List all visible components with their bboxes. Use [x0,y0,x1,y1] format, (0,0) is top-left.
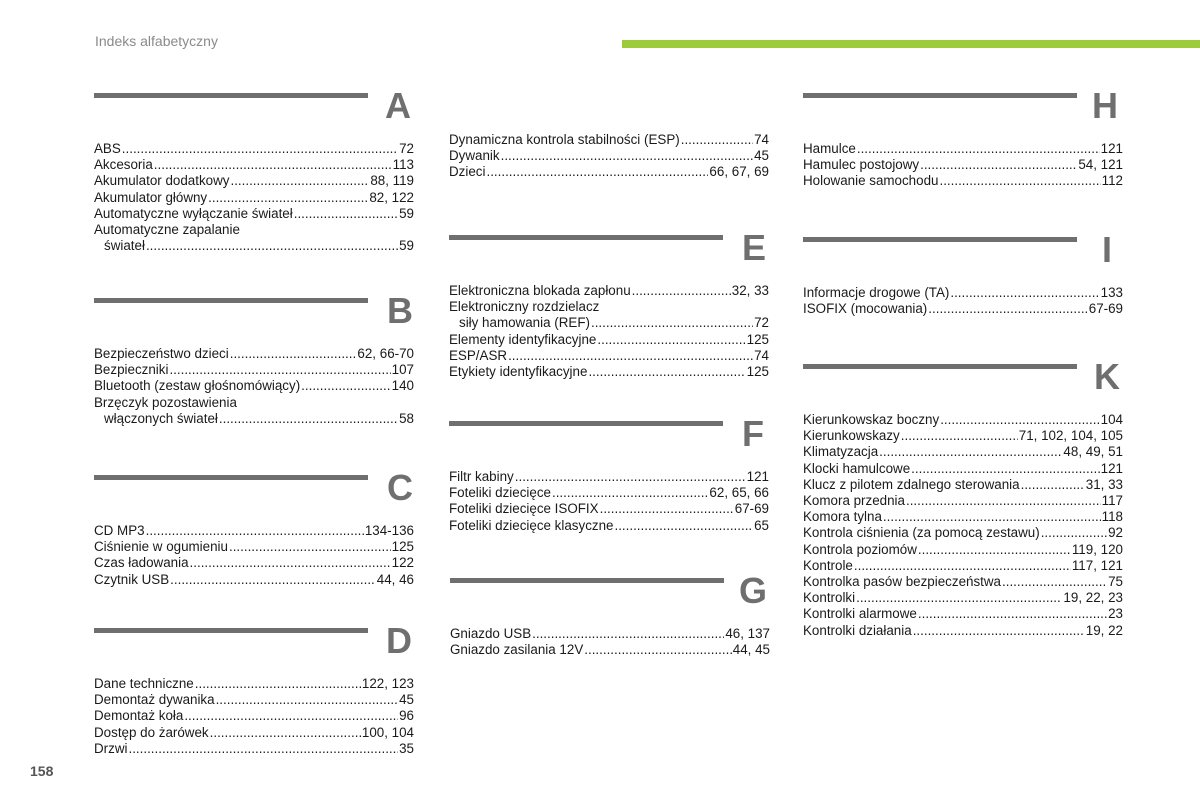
section-letter: G [739,570,768,611]
section-letter: F [742,413,764,454]
index-entry [449,364,769,380]
index-term: Gniazdo zasilania 12V [450,642,584,658]
index-entry [94,157,414,173]
index-term: Kontrolki działania [803,622,912,638]
index-term: Kontrolki alarmowe [803,606,917,622]
index-term: Ciśnienie w ogumieniu [94,539,228,555]
index-entry [803,574,1123,590]
index-pages: 112 [1101,173,1123,189]
section-letter: D [386,620,412,661]
index-pages: 44, 45 [732,642,770,658]
index-entry [94,141,414,157]
index-entry [449,485,769,501]
dot-leader [588,364,745,380]
index-entry [803,461,1123,477]
index-entry [449,315,769,331]
dot-leader [552,485,708,501]
index-term: Kontrolki [803,590,856,606]
dot-leader [154,157,392,173]
index-section-d [94,620,414,757]
index-entry [803,606,1123,622]
index-pages: 58 [399,410,414,426]
index-pages: 71, 102, 104, 105 [1018,428,1123,444]
section-letter: B [387,290,413,331]
dot-leader [146,523,364,539]
dot-leader [1002,574,1107,590]
page-header-title: Indeks alfabetyczny [95,33,218,49]
index-entry [94,411,414,427]
index-pages: 74 [754,347,769,363]
index-pages: 82, 122 [369,189,414,205]
index-entry [449,299,769,315]
dot-leader [170,572,376,588]
index-section-b [94,290,414,427]
index-entry [803,509,1123,525]
index-pages: 92 [1108,525,1123,541]
index-pages: 119, 120 [1071,541,1123,557]
index-entry [94,555,414,571]
index-term: Bezpieczeństwo dzieci [94,346,229,361]
index-pages: 75 [1108,574,1123,590]
index-term: Kontrolka pasów bezpieczeństwa [803,574,1001,590]
index-entry [803,525,1123,541]
index-entry [449,501,769,517]
index-entry [803,285,1123,301]
index-entry [449,132,769,148]
index-entry [94,523,414,539]
dot-leader [879,444,1062,460]
index-term: siły hamowania (REF) [459,315,590,331]
index-term: ESP/ASR [449,347,508,363]
index-term: Dywanik [449,148,500,164]
index-term: Akcesoria [94,157,153,173]
index-pages: 59 [399,238,414,254]
index-section-h [803,85,1123,190]
section-rule [94,475,368,480]
index-entry [449,348,769,364]
index-pages: 62, 66-70 [357,346,414,361]
index-pages: 67-69 [734,501,769,517]
dot-leader [515,469,746,485]
index-term: Foteliki dziecięce klasyczne [449,517,614,533]
index-entry [803,412,1123,428]
index-entry [94,572,414,588]
index-entry [94,395,414,411]
index-pages: 35 [399,740,414,756]
dot-leader [911,461,1099,477]
index-term: Automatyczne wyłączanie świateł [94,205,293,221]
index-entry [803,493,1123,509]
dot-leader [591,315,753,331]
index-entry [94,362,414,378]
dot-leader [950,285,1099,301]
index-term: Kontrole [803,557,853,573]
index-term: Dzieci [449,164,486,180]
index-section-a [94,85,414,254]
index-term: Kontrola poziomów [803,541,917,557]
index-pages: 104 [1100,412,1123,427]
dot-leader [294,206,398,222]
dot-leader [584,642,732,658]
index-term: Elektroniczny rozdzielacz [449,299,600,315]
index-section-e [449,227,769,380]
index-entry [94,173,414,189]
index-pages: 122 [391,555,414,571]
index-pages: 133 [1100,285,1123,300]
index-term: Klocki hamulcowe [803,460,911,476]
section-rule [94,628,368,633]
index-entry [94,741,414,757]
index-term: Gniazdo USB [450,626,532,641]
index-term: Drzwi [94,740,128,756]
index-entry [94,708,414,724]
index-pages: 121 [1100,460,1123,476]
dot-leader [122,141,398,157]
index-pages: 67-69 [1088,301,1123,317]
index-entry [94,346,414,362]
dot-leader [230,173,369,189]
index-term: Akumulator dodatkowy [94,173,230,189]
index-term: Elektroniczna blokada zapłonu [449,283,631,298]
index-pages: 45 [754,148,769,164]
index-term: Holowanie samochodu [803,173,939,189]
dot-leader [229,539,391,555]
header-accent-bar [622,40,1200,48]
index-entry [449,469,769,485]
dot-leader [857,141,1100,157]
index-pages: 125 [746,364,769,380]
index-term: Dane techniczne [94,676,194,691]
dot-leader [219,411,398,427]
index-term: Kontrola ciśnienia (za pomocą zestawu) [803,525,1040,541]
index-entry [449,518,769,534]
index-pages: 45 [399,692,414,708]
index-term: Klucz z pilotem zdalnego sterowania [803,476,1020,492]
index-entry [94,692,414,708]
index-pages: 74 [754,132,769,147]
dot-leader [195,676,361,692]
index-pages: 140 [391,378,414,394]
section-letter: A [385,85,411,126]
section-letter: E [742,227,767,268]
dot-leader [913,623,1085,639]
dot-leader [501,148,753,164]
index-term: Dostęp do żarówek [94,724,209,740]
index-pages: 44, 46 [376,571,414,587]
dot-leader [681,132,753,148]
dot-leader [216,692,399,708]
dot-leader [301,378,390,394]
index-term: Komora przednia [803,493,905,509]
index-pages: 122, 123 [361,676,414,691]
dot-leader [906,493,1101,509]
index-entry [94,238,414,254]
section-rule [94,298,368,303]
dot-leader [486,164,708,180]
dot-leader [1041,525,1107,541]
index-term: Foteliki dziecięce [449,485,551,501]
index-pages: 62, 65, 66 [709,485,769,501]
index-term: ABS [94,141,121,156]
dot-leader [210,725,361,741]
index-section-i [803,229,1123,317]
dot-leader [940,412,1099,428]
index-term: Hamulce [803,141,856,156]
index-pages: 72 [399,141,414,156]
dot-leader [883,509,1101,525]
dot-leader [928,301,1087,317]
index-pages: 121 [1100,141,1123,156]
dot-leader [184,708,398,724]
dot-leader [128,741,398,757]
index-term: Komora tylna [803,509,882,525]
index-term: Filtr kabiny [449,469,514,484]
index-term: Bezpieczniki [94,362,169,378]
dot-leader [856,590,1062,606]
index-pages: 100, 104 [361,724,414,740]
dot-leader [918,542,1071,558]
index-entry [803,301,1123,317]
index-entry [94,206,414,222]
index-pages: 96 [399,708,414,724]
index-pages: 125 [746,331,769,347]
section-letter: C [387,467,413,508]
index-pages: 48, 49, 51 [1063,444,1123,460]
index-entry [803,558,1123,574]
index-pages: 72 [754,315,769,331]
index-section-f [449,413,769,534]
dot-leader [146,238,398,254]
index-term: Elementy identyfikacyjne [449,331,597,347]
index-pages: 59 [399,205,414,221]
section-rule [450,578,724,583]
index-term: Hamulec postojowy [803,157,920,173]
index-term: Kierunkowskaz boczny [803,412,940,427]
index-term: Klimatyzacja [803,444,879,460]
index-entry [449,148,769,164]
index-term: Foteliki dziecięce ISOFIX [449,501,599,517]
index-term: Informacje drogowe (TA) [803,285,950,300]
index-entry [94,378,414,394]
dot-leader [854,558,1071,574]
index-section-k [803,356,1123,639]
index-entry [94,725,414,741]
section-letter: I [1102,229,1113,270]
index-term: Brzęczyk pozostawienia [94,394,237,410]
index-pages: 54, 121 [1078,157,1123,173]
index-pages: 117 [1101,493,1123,509]
index-term: Automatyczne zapalanie [94,222,240,238]
dot-leader [532,626,724,642]
index-pages: 31, 33 [1085,476,1123,492]
index-pages: 19, 22 [1085,622,1123,638]
index-entry [449,283,769,299]
index-pages: 65 [754,517,769,533]
dot-leader [597,332,745,348]
index-term: Etykiety identyfikacyjne [449,364,588,380]
index-term: Demontaż dywanika [94,692,215,708]
index-term: Akumulator główny [94,189,208,205]
dot-leader [939,173,1100,189]
dot-leader [508,348,753,364]
index-entry [450,626,770,642]
index-entry [803,157,1123,173]
index-entry [94,676,414,692]
index-pages: 23 [1108,606,1123,622]
index-entry [449,164,769,180]
index-entry [803,623,1123,639]
index-term: Czas ładowania [94,555,189,571]
index-term: Demontaż koła [94,708,184,724]
index-term: CD MP3 [94,523,145,538]
section-rule [803,364,1077,369]
index-pages: 113 [392,157,414,173]
index-pages: 117, 121 [1071,557,1123,573]
index-entry [803,590,1123,606]
index-term: Czytnik USB [94,571,170,587]
index-term: włączonych świateł [104,410,218,426]
index-section-g [450,570,770,658]
dot-leader [920,157,1077,173]
dot-leader [901,428,1018,444]
index-entry [94,190,414,206]
index-entry [803,477,1123,493]
index-pages: 88, 119 [370,173,414,189]
index-entry [803,444,1123,460]
index-pages: 32, 33 [731,283,769,298]
dot-leader [208,190,368,206]
section-letter: K [1094,356,1120,397]
index-section-c [94,467,414,588]
index-section-d-continued [449,132,769,181]
dot-leader [918,606,1107,622]
index-term: świateł [104,238,145,254]
index-entry [803,542,1123,558]
section-letter: H [1092,85,1118,126]
index-pages: 121 [746,469,769,484]
index-pages: 118 [1101,509,1123,525]
index-entry [803,428,1123,444]
index-entry [450,642,770,658]
index-pages: 107 [391,362,414,378]
index-entry [94,539,414,555]
index-term: Bluetooth (zestaw głośnomówiący) [94,378,301,394]
dot-leader [1021,477,1085,493]
dot-leader [190,555,391,571]
index-term: Dynamiczna kontrola stabilności (ESP) [449,132,680,147]
dot-leader [169,362,390,378]
index-pages: 125 [391,539,414,555]
page-number: 158 [30,763,54,779]
section-rule [803,93,1077,98]
index-entry [803,141,1123,157]
index-pages: 19, 22, 23 [1063,590,1123,606]
index-pages: 46, 137 [725,626,770,641]
section-rule [449,235,723,240]
index-term: ISOFIX (mocowania) [803,301,928,317]
index-pages: 66, 67, 69 [709,164,769,180]
section-rule [803,237,1077,242]
section-rule [94,93,368,98]
index-term: Kierunkowskazy [803,428,900,444]
dot-leader [600,501,734,517]
index-entry [449,332,769,348]
index-pages: 134-136 [364,523,414,538]
dot-leader [632,283,731,299]
section-rule [449,421,723,426]
dot-leader [230,346,357,362]
index-entry [94,222,414,238]
index-entry [803,173,1123,189]
dot-leader [614,518,753,534]
